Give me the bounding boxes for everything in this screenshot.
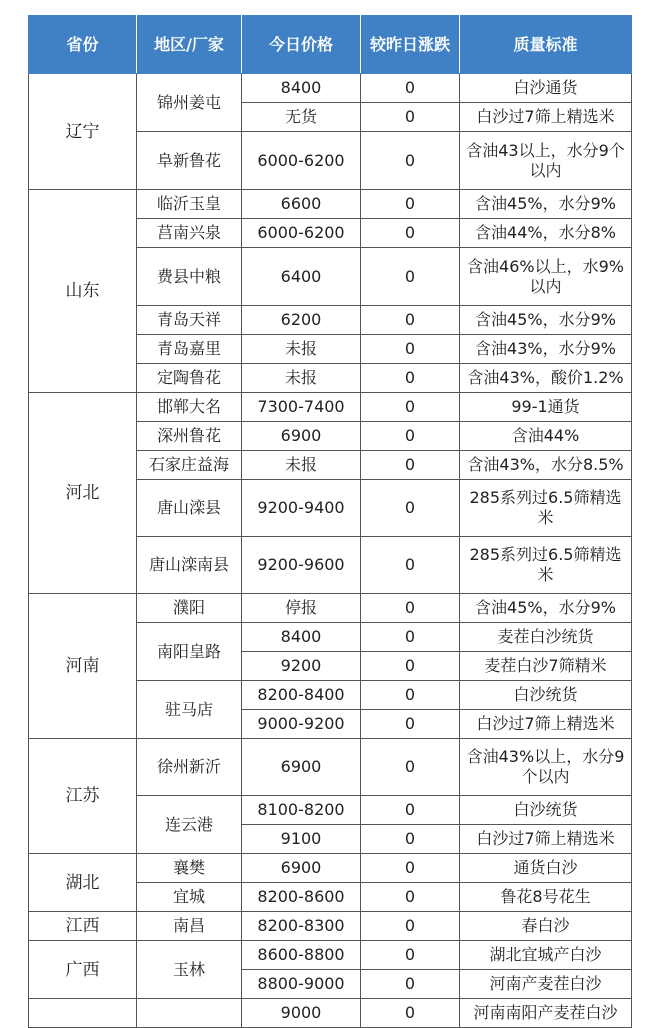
price-cell: 停报 [242,594,361,623]
province-cell: 辽宁 [29,74,137,190]
peanut-price-table [28,15,632,1028]
price-cell: 9200-9600 [242,537,361,594]
price-cell: 6600 [242,190,361,219]
standard-cell: 含油44%，水分8% [460,219,632,248]
standard-cell: 含油44% [460,422,632,451]
region-cell: 襄樊 [137,854,242,883]
price-cell: 未报 [242,451,361,480]
province-cell: 山东 [29,190,137,393]
standard-cell: 含油43%以上，水分9个以内 [460,739,632,796]
price-cell: 8600-8800 [242,941,361,970]
header-standard: 质量标准 [460,16,632,74]
price-cell: 6900 [242,422,361,451]
region-cell: 宜城 [137,883,242,912]
price-cell: 8200-8400 [242,681,361,710]
price-cell: 8200-8300 [242,912,361,941]
region-cell: 南昌 [137,912,242,941]
price-cell: 9000-9200 [242,710,361,739]
change-cell: 0 [361,825,460,854]
change-cell: 0 [361,190,460,219]
change-cell: 0 [361,652,460,681]
region-cell: 邯郸大名 [137,393,242,422]
standard-cell: 含油43以上，水分9个以内 [460,132,632,190]
standard-cell: 白沙统货 [460,796,632,825]
change-cell: 0 [361,306,460,335]
change-cell: 0 [361,970,460,999]
region-cell: 青岛天祥 [137,306,242,335]
change-cell: 0 [361,883,460,912]
price-table-container [28,15,631,1028]
change-cell: 0 [361,594,460,623]
price-cell: 9000 [242,999,361,1028]
standard-cell: 285系列过6.5筛精选米 [460,537,632,594]
region-cell: 阜新鲁花 [137,132,242,190]
change-cell: 0 [361,132,460,190]
price-cell: 8100-8200 [242,796,361,825]
price-cell: 6000-6200 [242,132,361,190]
table-row [29,190,632,219]
change-cell: 0 [361,451,460,480]
change-cell: 0 [361,219,460,248]
region-cell: 驻马店 [137,681,242,739]
region-cell: 费县中粮 [137,248,242,306]
change-cell: 0 [361,710,460,739]
change-cell: 0 [361,393,460,422]
price-cell: 8400 [242,623,361,652]
standard-cell: 含油45%，水分9% [460,594,632,623]
price-cell: 6400 [242,248,361,306]
price-cell: 6900 [242,739,361,796]
standard-cell: 鲁花8号花生 [460,883,632,912]
change-cell: 0 [361,74,460,103]
region-cell: 唐山滦南县 [137,537,242,594]
standard-cell: 含油45%，水分9% [460,306,632,335]
change-cell: 0 [361,854,460,883]
standard-cell: 白沙通货 [460,74,632,103]
header-region: 地区/厂家 [137,16,242,74]
table-row [29,594,632,623]
change-cell: 0 [361,912,460,941]
standard-cell: 春白沙 [460,912,632,941]
region-cell: 唐山滦县 [137,480,242,537]
change-cell: 0 [361,999,460,1028]
region-cell: 濮阳 [137,594,242,623]
table-row [29,941,632,970]
change-cell: 0 [361,681,460,710]
price-cell: 6900 [242,854,361,883]
region-cell [137,999,242,1028]
province-cell: 江西 [29,912,137,941]
region-cell: 临沂玉皇 [137,190,242,219]
standard-cell: 湖北宜城产白沙 [460,941,632,970]
region-cell: 锦州姜屯 [137,74,242,132]
price-cell: 8200-8600 [242,883,361,912]
price-cell: 8400 [242,74,361,103]
standard-cell: 白沙过7筛上精选米 [460,103,632,132]
province-cell: 湖北 [29,854,137,912]
price-cell: 6000-6200 [242,219,361,248]
table-row [29,999,632,1028]
price-cell: 6200 [242,306,361,335]
region-cell: 玉林 [137,941,242,999]
province-cell: 河北 [29,393,137,594]
province-cell: 广西 [29,941,137,999]
standard-cell: 含油43%，水分9% [460,335,632,364]
province-cell: 河南 [29,594,137,739]
price-cell: 未报 [242,364,361,393]
table-row [29,393,632,422]
standard-cell: 含油43%，酸价1.2% [460,364,632,393]
standard-cell: 麦茬白沙统货 [460,623,632,652]
change-cell: 0 [361,796,460,825]
table-row [29,739,632,796]
standard-cell: 河南南阳产麦茬白沙 [460,999,632,1028]
price-cell: 9100 [242,825,361,854]
standard-cell: 含油46%以上，水9%以内 [460,248,632,306]
header-change: 较昨日涨跌 [361,16,460,74]
standard-cell: 白沙过7筛上精选米 [460,825,632,854]
change-cell: 0 [361,623,460,652]
table-row [29,854,632,883]
region-cell: 连云港 [137,796,242,854]
region-cell: 青岛嘉里 [137,335,242,364]
region-cell: 深州鲁花 [137,422,242,451]
header-province: 省份 [29,16,137,74]
change-cell: 0 [361,103,460,132]
change-cell: 0 [361,422,460,451]
price-cell: 9200 [242,652,361,681]
province-cell [29,999,137,1028]
standard-cell: 285系列过6.5筛精选米 [460,480,632,537]
region-cell: 石家庄益海 [137,451,242,480]
change-cell: 0 [361,364,460,393]
change-cell: 0 [361,941,460,970]
standard-cell: 含油45%，水分9% [460,190,632,219]
standard-cell: 含油43%，水分8.5% [460,451,632,480]
table-body [29,74,632,1028]
price-cell: 无货 [242,103,361,132]
table-row [29,74,632,103]
change-cell: 0 [361,335,460,364]
standard-cell: 白沙过7筛上精选米 [460,710,632,739]
change-cell: 0 [361,248,460,306]
standard-cell: 白沙统货 [460,681,632,710]
region-cell: 南阳皇路 [137,623,242,681]
standard-cell: 河南产麦茬白沙 [460,970,632,999]
table-row [29,912,632,941]
region-cell: 莒南兴泉 [137,219,242,248]
price-cell: 7300-7400 [242,393,361,422]
standard-cell: 麦茬白沙7筛精米 [460,652,632,681]
region-cell: 徐州新沂 [137,739,242,796]
header-price: 今日价格 [242,16,361,74]
change-cell: 0 [361,739,460,796]
standard-cell: 通货白沙 [460,854,632,883]
change-cell: 0 [361,537,460,594]
price-cell: 9200-9400 [242,480,361,537]
price-cell: 8800-9000 [242,970,361,999]
province-cell: 江苏 [29,739,137,854]
table-header-row [29,16,632,74]
change-cell: 0 [361,480,460,537]
price-cell: 未报 [242,335,361,364]
standard-cell: 99-1通货 [460,393,632,422]
region-cell: 定陶鲁花 [137,364,242,393]
